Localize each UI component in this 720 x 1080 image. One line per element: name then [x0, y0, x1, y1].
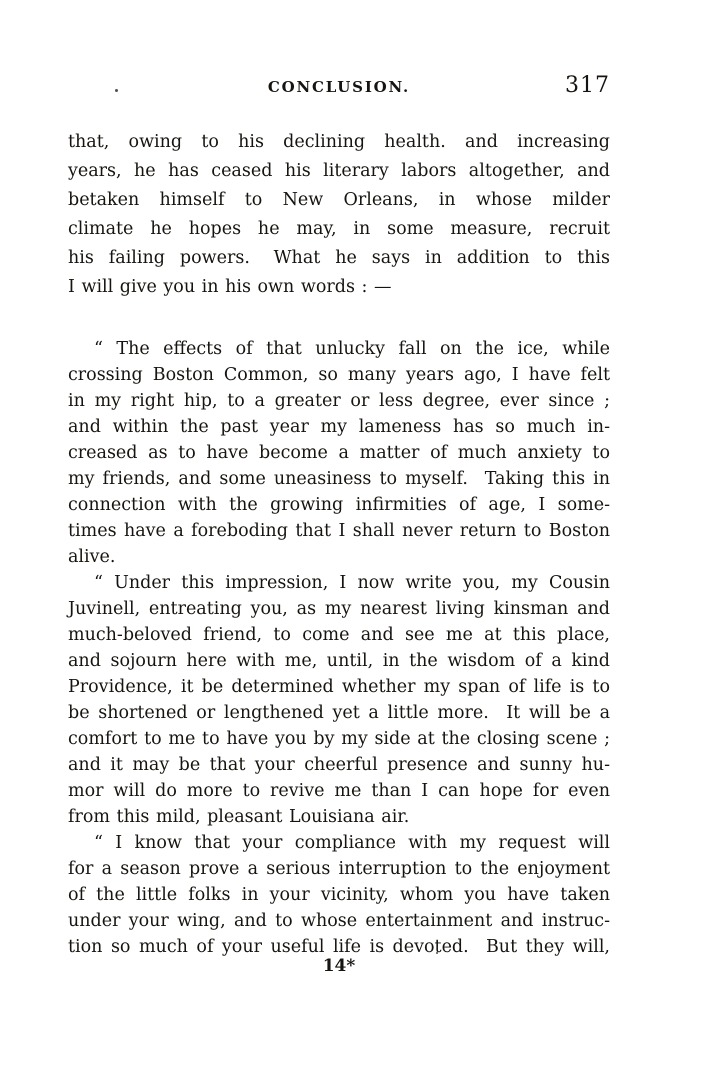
text-line: creased as to have become a matter of much anxiety to: [68, 443, 610, 463]
signature-mark: 14*: [322, 956, 356, 976]
page-title: CONCLUSION.: [267, 78, 411, 96]
running-head: [68, 73, 610, 102]
text-line: I will give you in his own words : —: [68, 277, 392, 297]
text-line: for a season prove a serious interruption to the enjoyment: [68, 859, 610, 879]
paragraph: [68, 830, 610, 960]
text-line: and within the past year my lameness has so much in-: [68, 417, 610, 437]
text-line: betaken himself to New Orleans, in whose milder: [68, 190, 610, 210]
text-line: connection with the growing infirmities of age, I some-: [68, 495, 610, 515]
text-line: his failing powers. What he says in addition to this: [68, 248, 610, 268]
ink-speck: [115, 89, 118, 92]
text-line: from this mild, pleasant Louisiana air.: [68, 807, 410, 827]
paragraph: [68, 570, 610, 830]
text-line: comfort to me to have you by my side at the closing scene ;: [68, 729, 610, 749]
text-line: be shortened or lengthened yet a little more. It will be a: [68, 703, 610, 723]
text-line: alive.: [68, 547, 116, 567]
page-number: 317: [565, 73, 610, 98]
text-line: crossing Boston Common, so many years ago, I have felt: [68, 365, 610, 385]
text-line: of the little folks in your vicinity, whom you have taken: [68, 885, 610, 905]
text-line: “ I know that your compliance with my request will: [94, 833, 610, 853]
text-line: tion so much of your useful life is devoted. But they will,: [68, 937, 610, 957]
text-line: Juvinell, entreating you, as my nearest living kinsman and: [68, 599, 610, 619]
text-line: “ Under this impression, I now write you, my Cousin: [94, 573, 610, 593]
page-body: [68, 128, 610, 960]
text-line: Providence, it be determined whether my span of life is to: [68, 677, 610, 697]
text-line: “ The effects of that unlucky fall on the ice, while: [94, 339, 610, 359]
text-line: much-beloved friend, to come and see me at this place,: [68, 625, 610, 645]
text-line: climate he hopes he may, in some measure, recruit: [68, 219, 610, 239]
paragraph: [68, 336, 610, 570]
text-line: years, he has ceased his literary labors altogether, and: [68, 161, 610, 181]
text-line: and it may be that your cheerful presence and sunny hu-: [68, 755, 610, 775]
text-line: times have a foreboding that I shall never return to Boston: [68, 521, 610, 541]
text-line: mor will do more to revive me than I can hope for even: [68, 781, 610, 801]
text-line: that, owing to his declining health. and increasing: [68, 132, 610, 152]
text-line: and sojourn here with me, until, in the wisdom of a kind: [68, 651, 610, 671]
text-line: in my right hip, to a greater or less degree, ever since ;: [68, 391, 610, 411]
paragraph: [68, 128, 610, 302]
text-line: under your wing, and to whose entertainment and instruc-: [68, 911, 610, 931]
text-line: my friends, and some uneasiness to myself. Taking this in: [68, 469, 610, 489]
